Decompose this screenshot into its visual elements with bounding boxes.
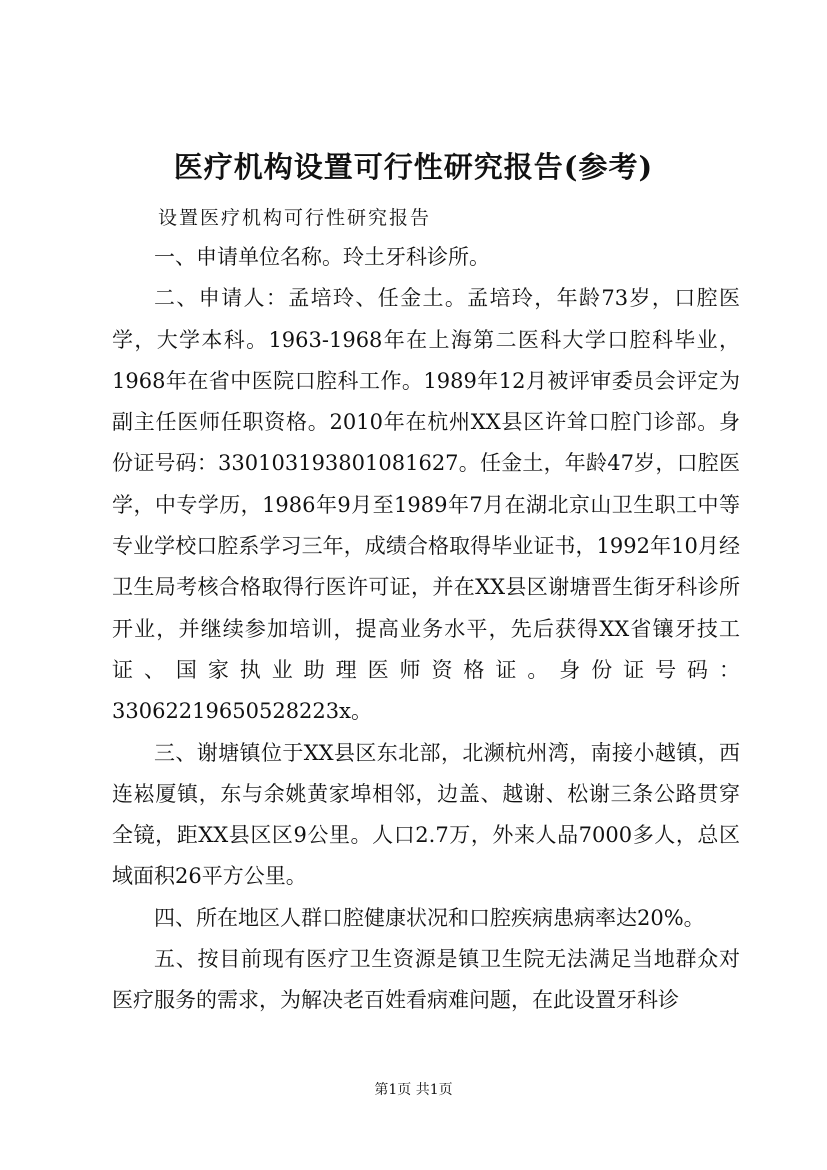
paragraph-location: 三、谢塘镇位于XX县区东北部，北濒杭州湾，南接小越镇，西连崧厦镇，东与余姚黄家埠相邻，边盖、越谢、松谢三条公路贯穿全镜，距XX县区区9公里。人口2.7万，外来人品7000多人，总区域面积26平方公里。 [112,740,740,889]
paragraph-applicant-unit: 一、申请单位名称。玲土牙科诊所。 [154,245,490,269]
document-body [112,237,740,1022]
page-number-footer: 第1页 共1页 [374,1082,453,1098]
paragraph-purpose: 五、按目前现有医疗卫生资源是镇卫生院无法满足当地群众对医疗服务的需求，为解决老百姓看病难问题，在此设置牙科诊 [112,947,740,1013]
paragraph-applicants: 二、申请人：孟培玲、任金土。孟培玲，年龄73岁，口腔医学，大学本科。1963-1968年在上海第二医科大学口腔科毕业，1968年在省中医院口腔科工作。1989年12月被评审委员会评定为副主任医师任职资格。2010年在杭州XX县区许耸口腔门诊部。身份证号码：330103193801081627。任金土，年龄47岁，口腔医学，中专学历，1986年9月至1989年7月在湖北京山卫生职工中等专业学校口腔系学习三年，成绩合格取得毕业证书，1992年10月经卫生局考核合格取得行医许可证，并在XX县区谢塘晋生街牙科诊所开业，并继续参加培训，提高业务水平，先后获得XX省镶牙技工证、国家执业助理医师资格证。身份证号码：33062219650528223x。 [112,286,740,724]
paragraph-oral-health: 四、所在地区人群口腔健康状况和口腔疾病患病率达20%。 [154,905,705,930]
document-title: 医疗机构设置可行性研究报告(参考) [173,150,654,184]
document-subtitle: 设置医疗机构可行性研究报告 [158,207,432,229]
